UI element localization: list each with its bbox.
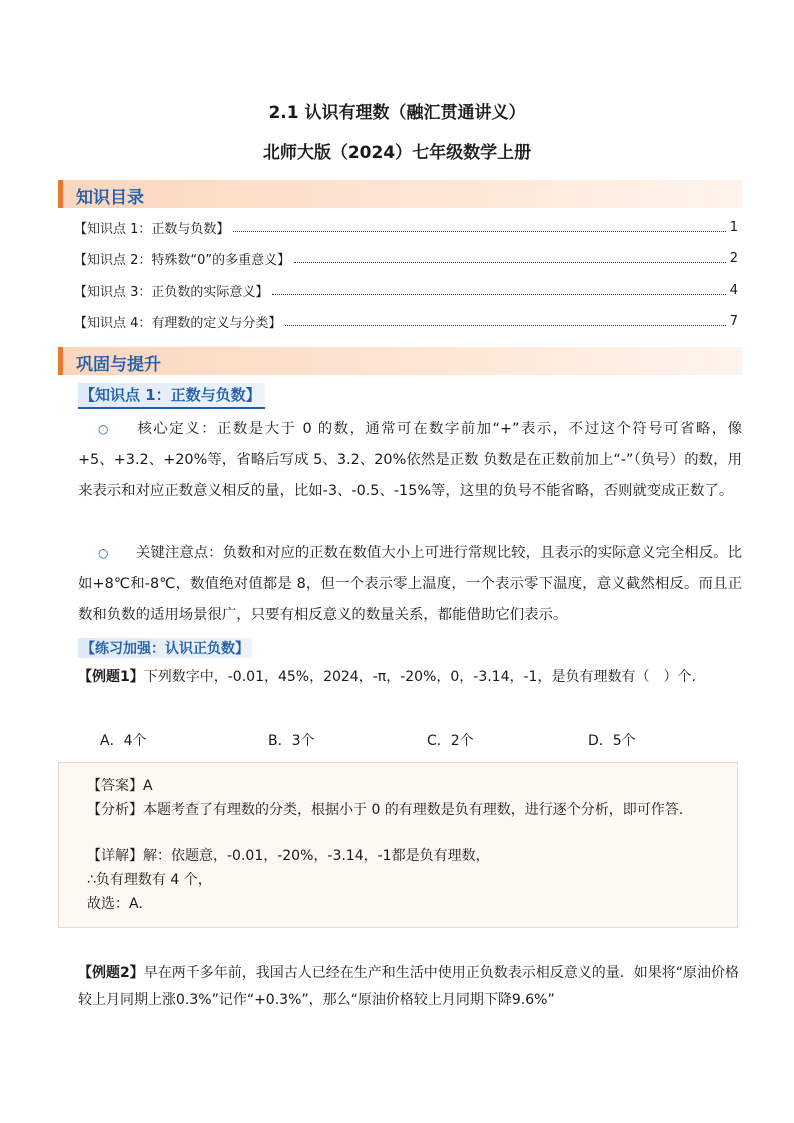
section-title: 巩固与提升 bbox=[76, 355, 161, 375]
circle-bullet-icon: ○ bbox=[98, 546, 109, 560]
therefore-line: ∴负有理数有 4 个， bbox=[87, 872, 212, 888]
section-title: 知识目录 bbox=[76, 188, 144, 208]
circle-bullet-icon: ○ bbox=[98, 422, 109, 436]
section-header-toc bbox=[58, 180, 742, 208]
toc-page-number: 7 bbox=[729, 313, 738, 329]
option-b[interactable]: B．3个 bbox=[268, 733, 315, 749]
toc-entry[interactable] bbox=[74, 310, 738, 332]
practice-heading: 【练习加强：认识正负数】 bbox=[78, 638, 252, 658]
toc-entry-text: 【知识点 3：正负数的实际意义】 bbox=[74, 284, 269, 300]
toc-entry[interactable] bbox=[74, 279, 738, 301]
answer-line: 【答案】A bbox=[87, 778, 153, 794]
note-paragraph bbox=[78, 538, 742, 631]
detail-text: 解：依题意，-0.01，-20%，-3.14，-1都是负有理数， bbox=[143, 848, 490, 864]
definition-paragraph bbox=[78, 414, 742, 507]
section-header-practice bbox=[58, 347, 742, 375]
section-accent bbox=[58, 347, 63, 375]
detail-tag: 【详解】 bbox=[87, 848, 143, 864]
question-text: 下列数字中，-0.01，45%，2024，-π，-20%，0，-3.14，-1，是负有理数有（ ）个. bbox=[143, 669, 696, 685]
paragraph-text: 关键注意点：负数和对应的正数在数值大小上可进行常规比较，且表示的实际意义完全相反。比如+8℃和-8℃，数值绝对值都是 8，但一个表示零上温度，一个表示零下温度，意义截然相反。而且正数和负数的适用场景很广，只要有相反意义的数量关系，都能借助它们表示。 bbox=[78, 545, 742, 623]
toc-page-number: 4 bbox=[729, 282, 738, 298]
paragraph-text: 核心定义：正数是大于 0 的数，通常可在数字前加“+”表示，不过这个符号可省略，像+5、+3.2、+20%等，省略后写成 5、3.2、20%依然是正数 负数是在正数前加上“-”（负号）的数，用来表示和对应正数意义相反的量，比如-3、-0.5、-15%等，这里的负号不能省略，否则就变成正数了。 bbox=[78, 421, 742, 499]
analysis-line bbox=[87, 799, 727, 821]
toc-leader-dots bbox=[285, 325, 725, 326]
toc-entry-text: 【知识点 4：有理数的定义与分类】 bbox=[74, 315, 282, 331]
toc-entry-text: 【知识点 1：正数与负数】 bbox=[74, 221, 230, 237]
toc-leader-dots bbox=[233, 231, 725, 232]
toc-leader-dots bbox=[294, 262, 726, 263]
example-question-2 bbox=[78, 960, 742, 1014]
document-subtitle: 北师大版（2024）七年级数学上册 bbox=[262, 143, 532, 163]
toc-entry[interactable] bbox=[74, 216, 738, 238]
question-text: 早在两千多年前，我国古人已经在生产和生活中使用正负数表示相反意义的量．如果将“原油价格较上月同期上涨0.3%”记作“+0.3%”，那么“原油价格较上月同期下降9.6%” bbox=[78, 965, 740, 1008]
section-accent bbox=[58, 180, 63, 208]
toc-leader-dots bbox=[272, 294, 725, 295]
option-a[interactable]: A．4个 bbox=[100, 733, 147, 749]
toc-entry-text: 【知识点 2：特殊数“0”的多重意义】 bbox=[74, 252, 291, 268]
toc-entry[interactable] bbox=[74, 247, 738, 269]
analysis-text: 本题考查了有理数的分类，根据小于 0 的有理数是负有理数，进行逐个分析，即可作答. bbox=[143, 802, 684, 818]
option-d[interactable]: D．5个 bbox=[588, 733, 636, 749]
toc-page-number: 2 bbox=[729, 250, 738, 266]
choose-line: 故选：A. bbox=[87, 896, 143, 912]
option-c[interactable]: C．2个 bbox=[427, 733, 474, 749]
answer-box bbox=[58, 762, 738, 928]
example-question-1 bbox=[78, 664, 742, 691]
analysis-tag: 【分析】 bbox=[87, 802, 143, 818]
toc-page-number: 1 bbox=[729, 219, 738, 235]
example-tag: 【例题2】 bbox=[78, 965, 144, 981]
document-title: 2.1 认识有理数（融汇贯通讲义） bbox=[268, 103, 526, 123]
detail-line bbox=[87, 845, 727, 867]
example-tag: 【例题1】 bbox=[78, 669, 144, 685]
knowledge-point-heading: 【知识点 1：正数与负数】 bbox=[78, 383, 265, 409]
